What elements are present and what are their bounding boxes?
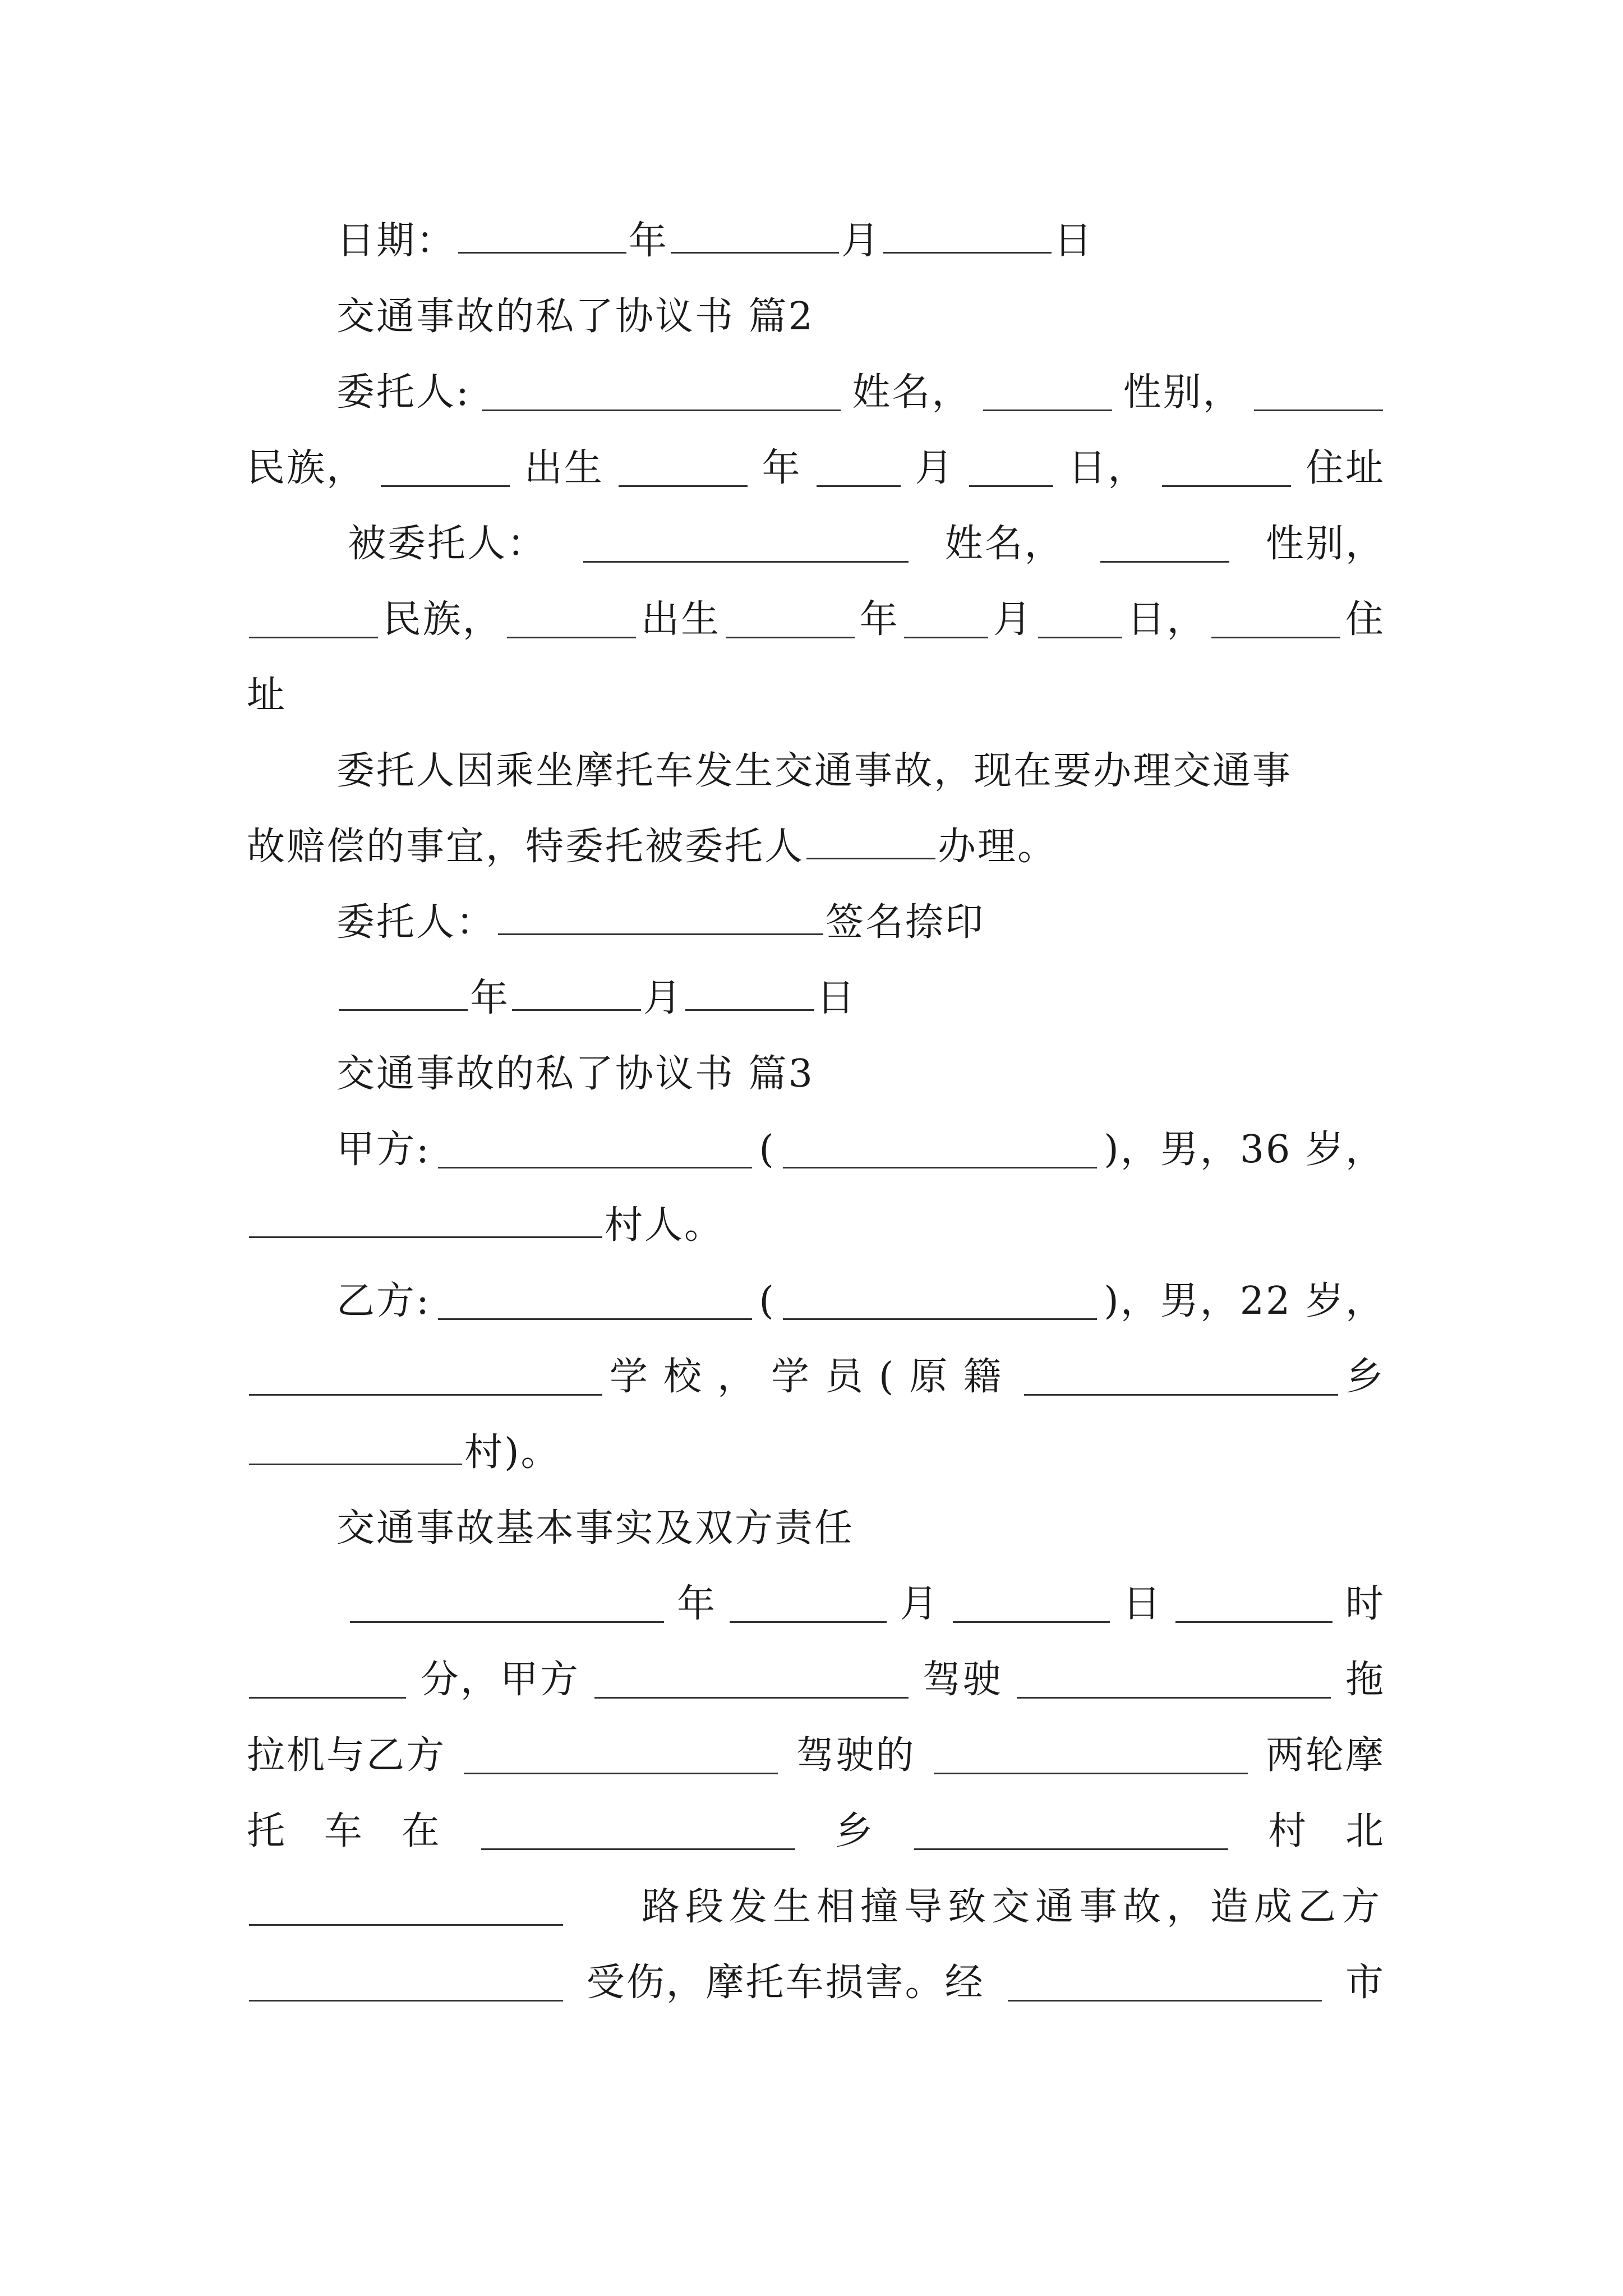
facts-heading: [247, 1501, 1385, 1557]
blank-day: [969, 450, 1053, 487]
year-label: 年: [629, 219, 669, 263]
principal-detail-line: [247, 440, 1385, 496]
blank-hour: [1175, 1586, 1332, 1623]
drive-label: 驾驶: [923, 1658, 1003, 1702]
paren-open: (: [759, 1279, 776, 1323]
paragraph-line: [247, 743, 1385, 799]
day-label: 日: [817, 976, 857, 1020]
accident-detail-line: [247, 1652, 1385, 1708]
address-label: 住址: [1305, 446, 1385, 490]
township-label: 乡: [1345, 1355, 1385, 1399]
paragraph-line: [247, 819, 1385, 875]
blank-year: [458, 217, 626, 254]
party-a-info: )，男，36 岁，: [1104, 1128, 1385, 1172]
day-label: 日，: [1127, 597, 1207, 642]
party-b-label: 乙方:: [336, 1279, 431, 1323]
ethnicity-label: 民族，: [247, 446, 367, 490]
blank-month: [817, 450, 901, 487]
tractor-party-b: 拉机与乙方: [247, 1733, 446, 1778]
party-a-label: 甲方:: [336, 1128, 431, 1172]
day-label: 日: [1054, 219, 1094, 263]
blank-hometown: [1024, 1359, 1338, 1396]
blank-address: [1162, 450, 1291, 487]
blank-agent: [583, 526, 909, 563]
blank-village: [914, 1814, 1228, 1850]
village-label: 村: [1268, 1809, 1308, 1853]
name-label: 姓名，: [852, 370, 972, 415]
ethnicity-label: 民族，: [382, 597, 502, 642]
blank-birth: [507, 602, 636, 638]
year-label: 年: [859, 597, 900, 642]
blank-vehicle: [934, 1738, 1248, 1774]
blank-vehicle: [1017, 1662, 1331, 1699]
agent-detail-line: [247, 592, 1385, 648]
blank-gender: [1254, 375, 1383, 411]
accident-detail-line: [247, 1728, 1385, 1784]
principal-line: [247, 365, 1385, 421]
party-b-school-line: [247, 1349, 1385, 1405]
party-a-line: [247, 1122, 1385, 1178]
facts-heading-text: 交通事故基本事实及双方责任: [336, 1506, 855, 1550]
blank-day: [953, 1586, 1110, 1623]
village-label: 村)。: [464, 1430, 561, 1475]
north-label: 北: [1345, 1809, 1385, 1853]
text-char: 在: [401, 1809, 441, 1853]
day-label: 日: [1122, 1582, 1163, 1626]
township-label: 乡: [834, 1809, 875, 1853]
agent-label: 被委托人：: [348, 522, 547, 566]
hour-label: 时: [1345, 1582, 1385, 1626]
blank-village: [249, 1429, 462, 1465]
paren-open: (: [759, 1128, 776, 1172]
address-label-part: 住: [1345, 597, 1385, 642]
address-continued-line: [247, 668, 1385, 724]
gender-label: 性别，: [1265, 522, 1385, 566]
blank-month: [730, 1586, 887, 1623]
minute-party-a: 分，甲方: [420, 1658, 580, 1702]
signature-line: [247, 895, 1385, 951]
blank-day: [1038, 602, 1122, 638]
blank-party-b-detail: [783, 1283, 1097, 1320]
paragraph-text: 委托人因乘坐摩托车发生交通事故，现在要办理交通事: [336, 749, 1293, 793]
month-label: 月: [900, 1582, 940, 1626]
blank-party-a: [438, 1132, 752, 1168]
section-title-text: 交通事故的私了协议书 篇3: [336, 1052, 814, 1096]
blank-city: [1008, 1965, 1322, 2001]
blank-address: [1211, 602, 1340, 638]
blank-ethnicity: [381, 450, 510, 487]
school-text: 学校，学员(原籍: [609, 1355, 1017, 1399]
village-label: 村人。: [605, 1203, 725, 1248]
principal-label: 委托人:: [336, 370, 471, 415]
blank-year: [726, 602, 855, 638]
blank-principal: [482, 375, 841, 411]
blank-party-a-detail: [783, 1132, 1097, 1168]
party-b-info: )，男，22 岁，: [1104, 1279, 1385, 1323]
blank-party-a-name: [594, 1662, 909, 1699]
blank-month: [904, 602, 988, 638]
blank-year: [339, 974, 468, 1011]
birth-label: 出生: [641, 597, 721, 642]
injury-text: 受伤，摩托车损害。经: [586, 1961, 985, 2005]
blank-signature: [498, 899, 823, 935]
blank-day: [883, 217, 1052, 254]
accident-location-line: [247, 1803, 1385, 1860]
drive-label: 驾驶的: [796, 1733, 916, 1778]
date-label: 日期：: [336, 219, 457, 263]
blank-road: [249, 1889, 563, 1926]
year-label: 年: [762, 446, 802, 490]
paragraph-text: 故赔偿的事宜，特委托被委托人: [247, 825, 805, 869]
blank-party-b-name: [464, 1738, 778, 1774]
gender-label: 性别，: [1123, 370, 1243, 415]
injury-line: [247, 1955, 1385, 2011]
month-label: 月: [841, 219, 882, 263]
section-title-text: 交通事故的私了协议书 篇2: [336, 295, 814, 339]
blank-month: [512, 974, 641, 1011]
year-label: 年: [470, 976, 510, 1020]
paragraph-text-end: 办理。: [938, 825, 1058, 869]
signature-label: 签名捺印: [826, 900, 985, 945]
name-label: 姓名，: [944, 522, 1064, 566]
blank-village: [249, 1202, 602, 1238]
text-char: 托: [247, 1809, 287, 1853]
date-line: [247, 213, 1385, 269]
blank-agent-name: [806, 823, 935, 859]
blank-name: [1100, 526, 1229, 563]
blank-township: [481, 1814, 795, 1850]
blank-month: [671, 217, 839, 254]
blank-day: [685, 974, 814, 1011]
blank-school: [249, 1359, 602, 1396]
address-label-end: 址: [247, 673, 287, 717]
blank-name: [983, 375, 1112, 411]
party-b-line: [247, 1273, 1385, 1329]
blank-year: [350, 1586, 664, 1623]
birth-label: 出生: [524, 446, 604, 490]
blank-birth: [619, 450, 748, 487]
month-label: 月: [993, 597, 1034, 642]
collision-text: 路段发生相撞导致交通事故，造成乙方: [641, 1885, 1385, 1929]
month-label: 月: [915, 446, 955, 490]
party-b-village-line: [247, 1425, 1385, 1481]
accident-time-line: [247, 1576, 1385, 1632]
blank-party-b-name: [249, 1965, 563, 2001]
principal-label: 委托人：: [336, 900, 496, 945]
party-a-village-line: [247, 1198, 1385, 1254]
month-label: 月: [643, 976, 684, 1020]
agent-line: [247, 516, 1385, 572]
city-label: 市: [1345, 1961, 1385, 2005]
blank-party-b: [438, 1283, 752, 1320]
accident-location-line: [247, 1879, 1385, 1935]
section-title-2: [247, 289, 1385, 345]
blank-ethnicity: [249, 602, 378, 638]
day-label: 日，: [1068, 446, 1148, 490]
motorcycle-label-part: 两轮摩: [1265, 1733, 1385, 1778]
section-title-3: [247, 1046, 1385, 1102]
text-char: 车: [324, 1809, 364, 1853]
year-label: 年: [677, 1582, 717, 1626]
tractor-label-part: 拖: [1345, 1658, 1385, 1702]
blank-minute: [249, 1662, 406, 1699]
signature-date-line: [247, 970, 1385, 1027]
